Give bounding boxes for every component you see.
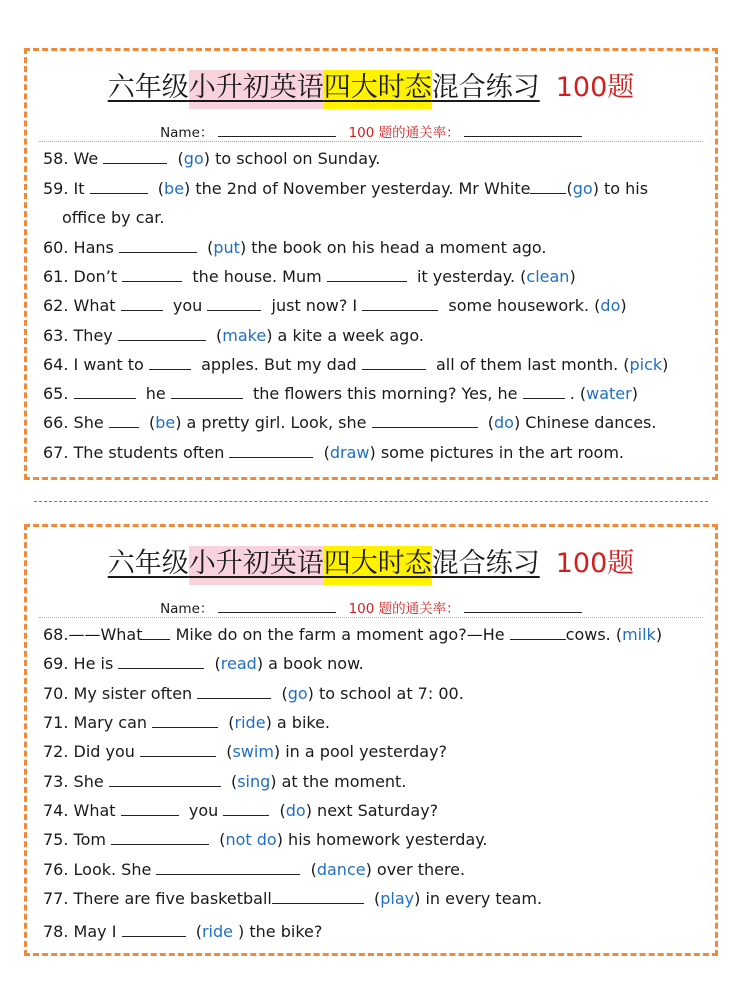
answer-blank[interactable] [109, 413, 139, 428]
title-part-practice: 混合练习 [431, 548, 540, 579]
question-75: 75. Tom (not do) his homework yesterday. [43, 830, 488, 849]
answer-blank[interactable] [74, 384, 136, 399]
answer-blank[interactable] [119, 238, 197, 253]
question-58: 58. We (go) to school on Sunday. [43, 149, 381, 168]
title-part-practice: 混合练习 [431, 72, 540, 103]
title-part-english: 小升初英语 [189, 546, 324, 585]
pass-rate-label: 100 题的通关率： [348, 125, 460, 141]
answer-blank[interactable] [142, 625, 170, 640]
name-row [27, 121, 715, 141]
answer-blank[interactable] [362, 355, 426, 370]
answer-blank[interactable] [118, 654, 204, 669]
answer-blank[interactable] [140, 742, 216, 757]
cut-line [34, 501, 708, 502]
answer-blank[interactable] [149, 355, 191, 370]
title-part-english: 小升初英语 [189, 70, 324, 109]
question-67: 67. The students often (draw) some pictures in the art room. [43, 443, 625, 462]
divider [39, 617, 703, 618]
question-66: 66. She (be) a pretty girl. Look, she (do) Chinese dances. [43, 413, 657, 432]
name-label: Name： [160, 125, 214, 141]
question-62: 62. What you just now? I some housework. (do) [43, 296, 627, 315]
pass-rate-field[interactable] [464, 124, 582, 137]
question-68: 68.——What Mike do on the farm a moment ago?—He cows. (milk) [43, 625, 663, 644]
title-part-tenses: 四大时态 [324, 70, 432, 109]
answer-blank[interactable] [207, 296, 261, 311]
divider [39, 141, 703, 142]
worksheet-title [27, 541, 715, 580]
answer-blank[interactable] [90, 179, 148, 194]
worksheet-card-2 [24, 524, 718, 956]
answer-blank[interactable] [362, 296, 438, 311]
answer-blank[interactable] [122, 267, 182, 282]
question-63: 63. They (make) a kite a week ago. [43, 326, 424, 345]
title-part-tenses: 四大时态 [324, 546, 432, 585]
title-part-grade: 六年级 [107, 548, 189, 579]
question-61: 61. Don’t the house. Mum it yesterday. (clean) [43, 267, 576, 286]
answer-blank[interactable] [530, 179, 566, 194]
pass-rate-field[interactable] [464, 600, 582, 613]
question-73: 73. She (sing) at the moment. [43, 772, 407, 791]
name-label: Name： [160, 601, 214, 617]
answer-blank[interactable] [510, 625, 566, 640]
answer-blank[interactable] [327, 267, 407, 282]
name-row [27, 597, 715, 617]
answer-blank[interactable] [223, 801, 269, 816]
answer-blank[interactable] [171, 384, 243, 399]
answer-blank[interactable] [523, 384, 565, 399]
answer-blank[interactable] [121, 296, 163, 311]
worksheet-card-1 [24, 48, 718, 480]
answer-blank[interactable] [118, 326, 206, 341]
question-65: 65. he the flowers this morning? Yes, he . (water) [43, 384, 638, 403]
question-74: 74. What you (do) next Saturday? [43, 801, 439, 820]
title-part-grade: 六年级 [107, 72, 189, 103]
answer-blank[interactable] [122, 922, 186, 937]
question-77: 77. There are five basketball (play) in every team. [43, 889, 543, 908]
question-59-continued: office by car. [62, 208, 165, 227]
question-69: 69. He is (read) a book now. [43, 654, 364, 673]
question-60: 60. Hans (put) the book on his head a moment ago. [43, 238, 547, 257]
question-76: 76. Look. She (dance) over there. [43, 860, 466, 879]
worksheet-title [27, 65, 715, 104]
name-field[interactable] [218, 124, 336, 137]
answer-blank[interactable] [121, 801, 179, 816]
answer-blank[interactable] [272, 889, 364, 904]
question-70: 70. My sister often (go) to school at 7: 00. [43, 684, 464, 703]
answer-blank[interactable] [152, 713, 218, 728]
answer-blank[interactable] [109, 772, 221, 787]
pass-rate-label: 100 题的通关率： [348, 601, 460, 617]
answer-blank[interactable] [229, 443, 313, 458]
question-64: 64. I want to apples. But my dad all of them last month. (pick) [43, 355, 669, 374]
title-count: 100题 [555, 72, 635, 103]
question-71: 71. Mary can (ride) a bike. [43, 713, 331, 732]
name-field[interactable] [218, 600, 336, 613]
question-72: 72. Did you (swim) in a pool yesterday? [43, 742, 448, 761]
question-78: 78. May I (ride ) the bike? [43, 922, 323, 941]
answer-blank[interactable] [197, 684, 271, 699]
title-count: 100题 [555, 548, 635, 579]
answer-blank[interactable] [156, 860, 300, 875]
question-59: 59. It (be) the 2nd of November yesterday. Mr White (go) to his [43, 179, 649, 198]
answer-blank[interactable] [372, 413, 478, 428]
answer-blank[interactable] [103, 149, 167, 164]
answer-blank[interactable] [111, 830, 209, 845]
